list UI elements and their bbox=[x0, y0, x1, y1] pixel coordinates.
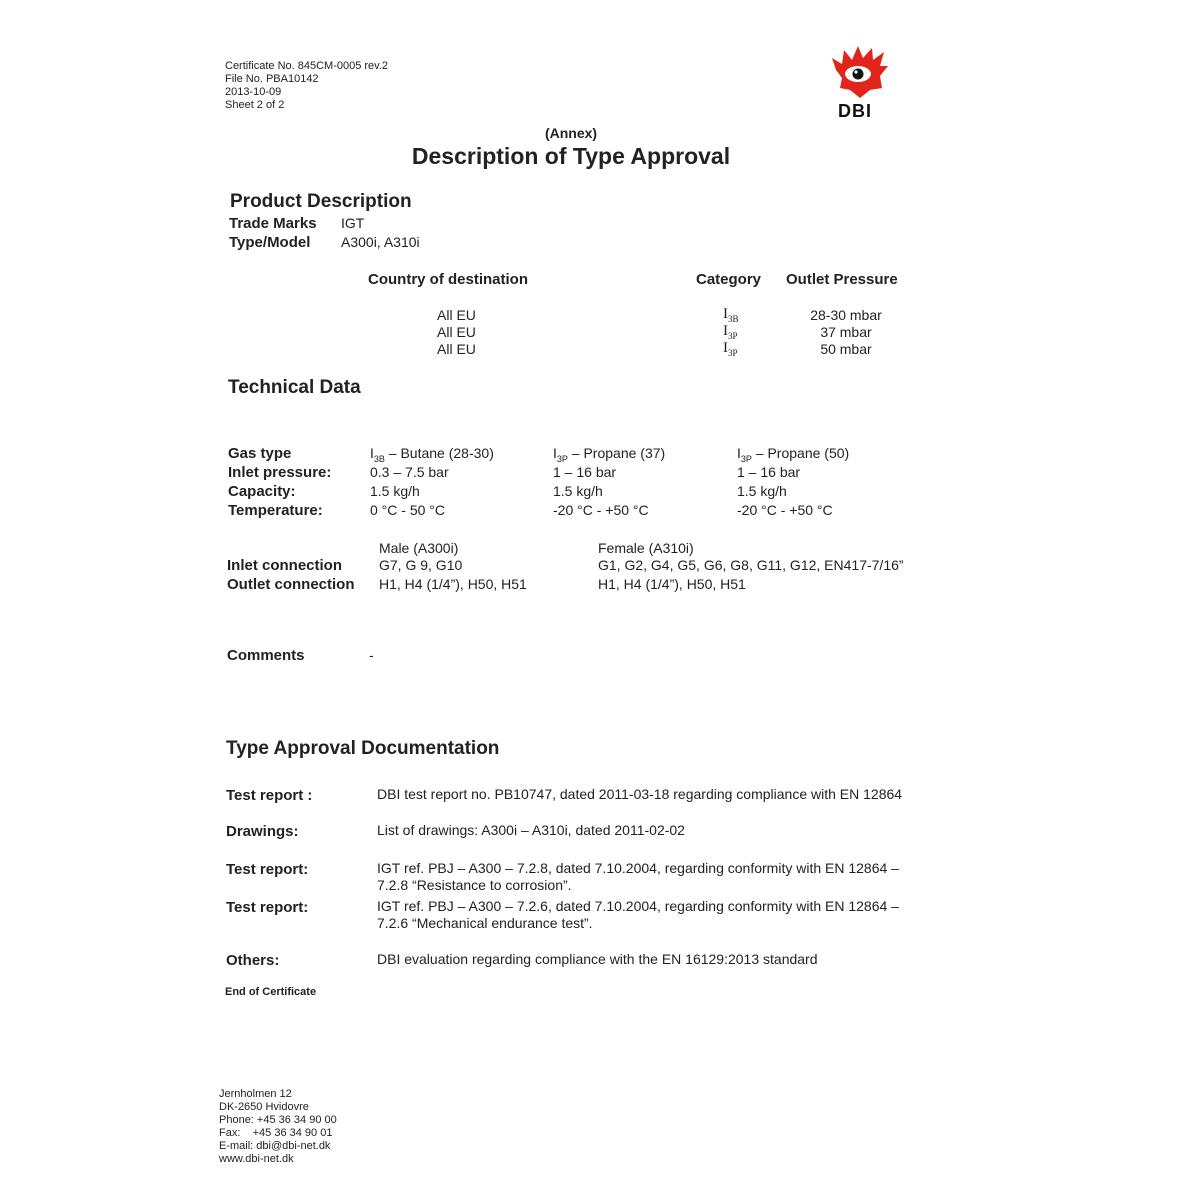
comments-value: - bbox=[369, 647, 374, 663]
pressure-column-header: Outlet Pressure bbox=[786, 271, 898, 288]
male-header: Male (A300i) bbox=[379, 540, 459, 556]
flame-eye-icon bbox=[830, 44, 890, 100]
table-row-3-country: All EU bbox=[437, 341, 476, 357]
footer-email: E-mail: dbi@dbi-net.dk bbox=[219, 1140, 331, 1152]
table-row-1-pressure: 28-30 mbar bbox=[810, 307, 882, 323]
doc-item-2-label: Drawings: bbox=[226, 823, 299, 840]
table-row-3-pressure: 50 mbar bbox=[820, 341, 872, 357]
gas-type-col-2: $I_{3P}$ – Propane (37) bbox=[553, 445, 666, 464]
outlet-connection-label: Outlet connection bbox=[227, 576, 355, 593]
sheet-number: Sheet 2 of 2 bbox=[225, 99, 285, 111]
logo-text: DBI bbox=[838, 101, 872, 121]
table-row-3-category: $I_{3P}$ bbox=[723, 340, 738, 358]
footer-website: www.dbi-net.dk bbox=[219, 1153, 294, 1165]
doc-item-5-label: Others: bbox=[226, 952, 280, 969]
temperature-col-2: -20 °C - +50 °C bbox=[553, 502, 649, 518]
male-outlet: H1, H4 (1/4”), H50, H51 bbox=[379, 576, 527, 592]
documentation-heading: Type Approval Documentation bbox=[226, 738, 500, 759]
capacity-col-1: 1.5 kg/h bbox=[370, 483, 420, 499]
temperature-label: Temperature: bbox=[228, 502, 323, 519]
inlet-pressure-col-3: 1 – 16 bar bbox=[737, 464, 801, 480]
doc-item-1-text: DBI test report no. PB10747, dated 2011-03-18 regarding compliance with EN 12864 bbox=[377, 786, 903, 802]
capacity-col-3: 1.5 kg/h bbox=[737, 483, 787, 499]
table-row-1-category: $I_{3B}$ bbox=[723, 306, 739, 324]
comments-label: Comments bbox=[227, 647, 305, 664]
issue-date: 2013-10-09 bbox=[225, 86, 282, 98]
footer-phone: Phone: +45 36 34 90 00 bbox=[219, 1114, 337, 1126]
product-heading: Product Description bbox=[230, 191, 412, 212]
female-header: Female (A310i) bbox=[598, 540, 694, 556]
doc-item-5-text: DBI evaluation regarding compliance with the EN 16129:2013 standard bbox=[377, 951, 818, 967]
annex-label: (Annex) bbox=[544, 125, 598, 141]
trade-marks-label: Trade Marks bbox=[229, 215, 317, 232]
capacity-col-2: 1.5 kg/h bbox=[553, 483, 603, 499]
trade-marks-value: IGT bbox=[341, 215, 365, 231]
certificate-meta bbox=[225, 60, 388, 112]
footer-address bbox=[219, 1088, 337, 1166]
category-column-header: Category bbox=[696, 271, 762, 288]
doc-item-4-text-line-1: IGT ref. PBJ – A300 – 7.2.6, dated 7.10.2004, regarding conformity with EN 12864 – bbox=[377, 898, 899, 914]
doc-item-4-text-line-2: 7.2.6 “Mechanical endurance test”. bbox=[377, 915, 593, 931]
gas-type-label: Gas type bbox=[228, 445, 292, 462]
gas-type-col-1: $I_{3B}$ – Butane (28-30) bbox=[370, 445, 494, 464]
male-inlet: G7, G 9, G10 bbox=[379, 557, 463, 573]
doc-item-3-text-line-2: 7.2.8 “Resistance to corrosion”. bbox=[377, 877, 572, 893]
capacity-label: Capacity: bbox=[228, 483, 296, 500]
country-column-header: Country of destination bbox=[368, 271, 528, 288]
footer-street: Jernholmen 12 bbox=[219, 1088, 292, 1100]
temperature-col-1: 0 °C - 50 °C bbox=[370, 502, 445, 518]
footer-fax: Fax: +45 36 34 90 01 bbox=[219, 1127, 333, 1139]
type-model-value: A300i, A310i bbox=[341, 234, 420, 250]
type-model-label: Type/Model bbox=[229, 234, 311, 251]
inlet-connection-label: Inlet connection bbox=[227, 557, 343, 574]
table-row-1-country: All EU bbox=[437, 307, 476, 323]
inlet-pressure-col-1: 0.3 – 7.5 bar bbox=[370, 464, 449, 480]
inlet-pressure-label: Inlet pressure: bbox=[228, 464, 332, 481]
table-row-2-pressure: 37 mbar bbox=[820, 324, 872, 340]
file-number: File No. PBA10142 bbox=[225, 73, 319, 85]
female-inlet: G1, G2, G4, G5, G6, G8, G11, G12, EN417-7/16” bbox=[598, 557, 904, 573]
gas-type-col-3: $I_{3P}$ – Propane (50) bbox=[737, 445, 850, 464]
inlet-pressure-col-2: 1 – 16 bar bbox=[553, 464, 617, 480]
doc-item-2-text: List of drawings: A300i – A310i, dated 2011-02-02 bbox=[377, 822, 685, 838]
temperature-col-3: -20 °C - +50 °C bbox=[737, 502, 833, 518]
technical-heading: Technical Data bbox=[228, 377, 361, 398]
certificate-number: Certificate No. 845CM-0005 rev.2 bbox=[225, 60, 389, 72]
female-outlet: H1, H4 (1/4”), H50, H51 bbox=[598, 576, 746, 592]
doc-item-3-label: Test report: bbox=[226, 861, 309, 878]
footer-city: DK-2650 Hvidovre bbox=[219, 1101, 309, 1113]
doc-item-3-text-line-1: IGT ref. PBJ – A300 – 7.2.8, dated 7.10.2004, regarding conformity with EN 12864 – bbox=[377, 860, 899, 876]
dbi-logo bbox=[830, 44, 890, 120]
doc-item-4-label: Test report: bbox=[226, 899, 309, 916]
table-row-2-category: $I_{3P}$ bbox=[723, 323, 738, 341]
doc-item-1-label: Test report : bbox=[226, 787, 313, 804]
table-row-2-country: All EU bbox=[437, 324, 476, 340]
page-title: Description of Type Approval bbox=[411, 143, 731, 169]
end-of-certificate: End of Certificate bbox=[225, 986, 317, 998]
